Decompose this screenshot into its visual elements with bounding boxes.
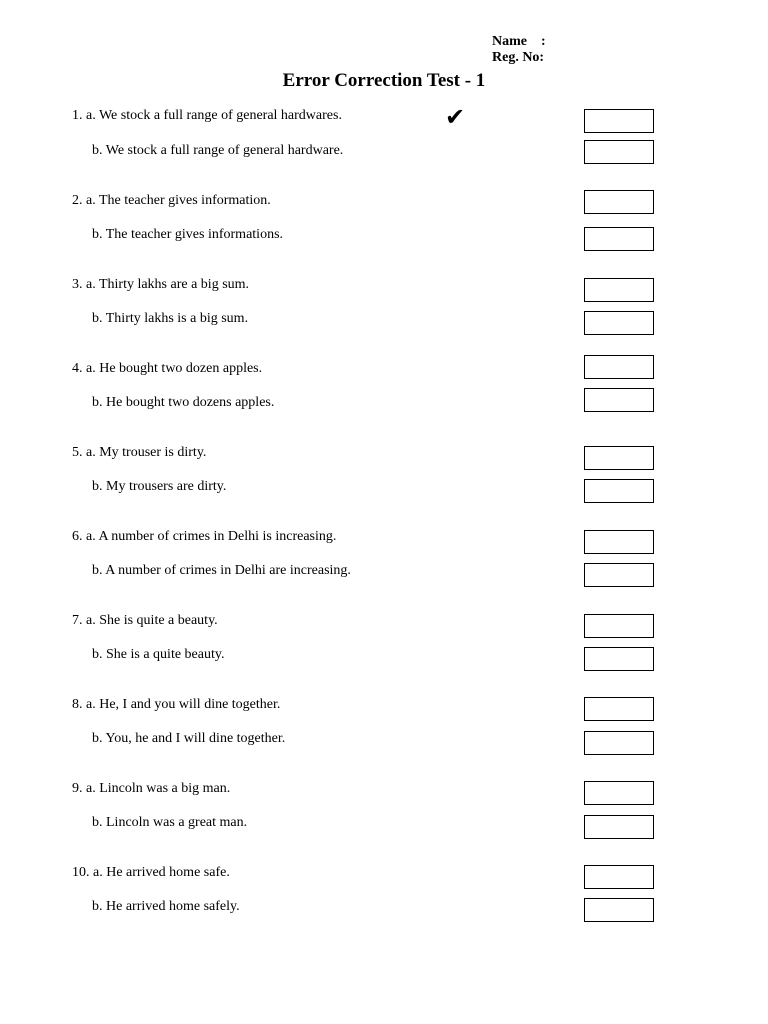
question-3-option-a-answer-box[interactable] (584, 278, 654, 302)
page-title: Error Correction Test - 1 (282, 70, 486, 91)
question-2-option-b: b. The teacher gives informations. (92, 227, 284, 242)
question-4-option-b-answer-box[interactable] (584, 388, 654, 412)
question-5-option-a-answer-box[interactable] (584, 446, 654, 470)
name-label: Name : (492, 34, 546, 49)
question-1-option-a: 1. a. We stock a full range of general hardwares. (72, 108, 342, 123)
question-5-option-b-answer-box[interactable] (584, 479, 654, 503)
question-7-option-a: 7. a. She is quite a beauty. (72, 613, 218, 628)
question-1-option-b: b. We stock a full range of general hardware. (92, 143, 344, 158)
question-8-option-b-answer-box[interactable] (584, 731, 654, 755)
question-4-option-a: 4. a. He bought two dozen apples. (72, 361, 263, 376)
question-7-option-b-answer-box[interactable] (584, 647, 654, 671)
question-2-option-a: 2. a. The teacher gives information. (72, 193, 271, 208)
question-7-option-b: b. She is a quite beauty. (92, 647, 225, 662)
question-3-option-b-answer-box[interactable] (584, 311, 654, 335)
question-1-option-b-answer-box[interactable] (584, 140, 654, 164)
question-7-option-a-answer-box[interactable] (584, 614, 654, 638)
question-9-option-b: b. Lincoln was a great man. (92, 815, 248, 830)
question-10-option-a-answer-box[interactable] (584, 865, 654, 889)
question-6-option-a-answer-box[interactable] (584, 530, 654, 554)
question-10-option-a: 10. a. He arrived home safe. (72, 865, 230, 880)
question-9-option-a: 9. a. Lincoln was a big man. (72, 781, 231, 796)
student-info (492, 34, 546, 66)
question-3-option-a: 3. a. Thirty lakhs are a big sum. (72, 277, 250, 292)
question-4-option-b: b. He bought two dozens apples. (92, 395, 275, 410)
question-6-option-a: 6. a. A number of crimes in Delhi is increasing. (72, 529, 337, 544)
question-5-option-a: 5. a. My trouser is dirty. (72, 445, 207, 460)
question-9-option-a-answer-box[interactable] (584, 781, 654, 805)
question-10-option-b-answer-box[interactable] (584, 898, 654, 922)
question-8-option-b: b. You, he and I will dine together. (92, 731, 286, 746)
question-10-option-b: b. He arrived home safely. (92, 899, 240, 914)
question-9-option-b-answer-box[interactable] (584, 815, 654, 839)
question-6-option-b: b. A number of crimes in Delhi are increasing. (92, 563, 351, 578)
question-2-option-b-answer-box[interactable] (584, 227, 654, 251)
question-1-option-a-answer-box[interactable] (584, 109, 654, 133)
question-4-option-a-answer-box[interactable] (584, 355, 654, 379)
question-2-option-a-answer-box[interactable] (584, 190, 654, 214)
question-6-option-b-answer-box[interactable] (584, 563, 654, 587)
question-3-option-b: b. Thirty lakhs is a big sum. (92, 311, 249, 326)
question-8-option-a: 8. a. He, I and you will dine together. (72, 697, 281, 712)
question-5-option-b: b. My trousers are dirty. (92, 479, 227, 494)
checkmark-icon: ✔ (445, 105, 466, 131)
question-8-option-a-answer-box[interactable] (584, 697, 654, 721)
reg-no-label: Reg. No: (492, 50, 545, 65)
